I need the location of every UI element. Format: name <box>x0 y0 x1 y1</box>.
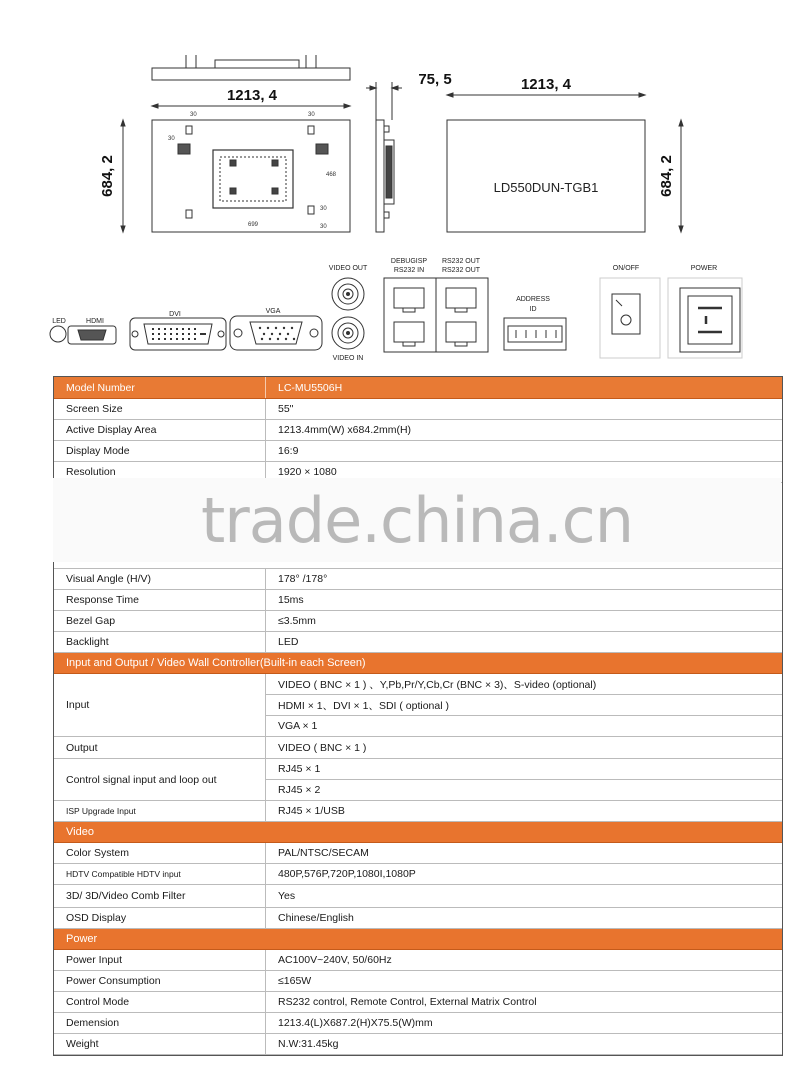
dvi-label: DVI <box>169 311 181 318</box>
vga-label: VGA <box>265 308 281 315</box>
address-label: ADDRESS <box>516 296 550 303</box>
video-in-label: VIDEO IN <box>332 355 364 362</box>
section-video <box>54 822 782 843</box>
spec-row <box>54 420 782 441</box>
dvi-port-icon <box>130 318 226 350</box>
dim-468: 468 <box>326 172 337 178</box>
spec-value: LED <box>278 636 299 648</box>
video-label: OSD Display <box>54 908 266 928</box>
video-value: Chinese/English <box>278 912 354 924</box>
power-value: ≤165W <box>278 975 312 987</box>
control-signal-label: Control signal input and loop out <box>54 759 266 800</box>
model-number-row <box>54 377 782 399</box>
power-label: Demension <box>54 1013 266 1033</box>
spec-label: Bezel Gap <box>54 611 266 631</box>
on-off-label: ON/OFF <box>612 265 640 272</box>
width-label-back: 1213, 4 <box>520 76 572 93</box>
back-view <box>447 120 645 232</box>
power-label: POWER <box>690 265 718 272</box>
output-value: VIDEO ( BNC × 1 ) <box>278 741 367 754</box>
power-value: RS232 control, Remote Control, External Matrix Control <box>278 996 537 1008</box>
width-dimension-back <box>447 93 645 97</box>
spec-label: Visual Angle (H/V) <box>54 569 266 589</box>
height-label-front: 684, 2 <box>99 155 116 197</box>
section-video-title: Video <box>66 826 94 838</box>
power-label: Power Consumption <box>54 971 266 991</box>
video-label: HDTV Compatible HDTV input <box>54 864 266 884</box>
spec-label: Resolution <box>54 462 266 482</box>
control-value-1: RJ45 × 1 <box>266 759 782 780</box>
panel-model-label: LD550DUN-TGB1 <box>493 180 599 195</box>
vga-port-icon <box>230 316 322 350</box>
input-value-1: VIDEO ( BNC × 1 ) 、Y,Pb,Pr/Y,Cb,Cr (BNC × 3)、S-video (optional) <box>266 674 782 695</box>
output-label: Output <box>54 737 266 758</box>
input-row <box>54 674 782 737</box>
video-row <box>54 864 782 885</box>
dim-30-c: 30 <box>168 136 175 142</box>
spec-row <box>54 441 782 462</box>
input-label: Input <box>54 674 266 736</box>
debugisp-label: DEBUGISP <box>390 258 428 265</box>
rs232-out-label-2: RS232 OUT <box>441 267 481 274</box>
height-dimension-front <box>121 120 125 232</box>
front-view <box>152 120 350 232</box>
control-signal-row <box>54 759 782 801</box>
power-value: 1213.4(L)X687.2(H)X75.5(W)mm <box>278 1017 433 1029</box>
spec-value: 15ms <box>278 594 304 606</box>
power-label: Power Input <box>54 950 266 970</box>
top-view <box>152 55 350 80</box>
power-row <box>54 1034 782 1055</box>
spec-row <box>54 632 782 653</box>
spec-value: 1920 × 1080 <box>278 466 337 478</box>
spec-label: Screen Size <box>54 399 266 419</box>
video-value: 480P,576P,720P,1080I,1080P <box>278 868 416 880</box>
spec-row <box>54 569 782 590</box>
watermark <box>53 478 781 562</box>
width-dimension-front <box>152 104 350 108</box>
power-row <box>54 992 782 1013</box>
hdmi-label: HDMI <box>86 318 104 325</box>
power-row <box>54 950 782 971</box>
video-label: Color System <box>54 843 266 863</box>
spec-value: 178° /178° <box>278 573 328 585</box>
section-power <box>54 929 782 950</box>
spec-row <box>54 399 782 420</box>
input-value-2: HDMI × 1、DVI × 1、SDI ( optional ) <box>266 695 782 716</box>
output-row <box>54 737 782 759</box>
led-label: LED <box>52 318 66 325</box>
isp-value: RJ45 × 1/USB <box>278 805 345 817</box>
input-value-3: VGA × 1 <box>278 720 318 732</box>
rj45-ports-icon <box>384 278 488 352</box>
power-label: Weight <box>54 1034 266 1054</box>
control-value-2: RJ45 × 2 <box>278 784 321 796</box>
video-row <box>54 908 782 929</box>
spec-label: Response Time <box>54 590 266 610</box>
model-number-value: LC-MU5506H <box>278 381 343 394</box>
isp-label: ISP Upgrade Input <box>54 801 266 821</box>
spec-value: 1213.4mm(W) x684.2mm(H) <box>278 424 412 436</box>
video-label: 3D/ 3D/Video Comb Filter <box>54 885 266 907</box>
ports-panel <box>0 250 800 365</box>
led-port-icon <box>50 326 66 342</box>
dim-30-b: 30 <box>308 112 315 118</box>
depth-dimension <box>366 82 402 120</box>
dimension-drawing <box>0 0 800 250</box>
dim-699: 699 <box>248 222 259 228</box>
spec-label: Active Display Area <box>54 420 266 440</box>
video-value: Yes <box>278 890 296 902</box>
spec-row <box>54 590 782 611</box>
power-label: Control Mode <box>54 992 266 1012</box>
side-view <box>376 120 394 232</box>
video-row <box>54 885 782 908</box>
spec-label: Backlight <box>54 632 266 652</box>
power-row <box>54 1013 782 1034</box>
video-out-label: VIDEO OUT <box>328 265 368 272</box>
bnc-video-out-icon <box>332 278 364 310</box>
video-value: PAL/NTSC/SECAM <box>278 847 369 859</box>
rs232-out-label-1: RS232 OUT <box>441 258 481 265</box>
height-label-back: 684, 2 <box>658 155 675 197</box>
spec-value: 55" <box>278 403 294 415</box>
power-value: AC100V~240V, 50/60Hz <box>278 954 392 966</box>
isp-row <box>54 801 782 822</box>
address-dip-switch-icon <box>504 318 566 350</box>
dim-30-d: 30 <box>320 206 327 212</box>
spec-row <box>54 611 782 632</box>
depth-label: 75, 5 <box>418 71 452 88</box>
power-socket-icon <box>668 278 742 358</box>
section-io <box>54 653 782 674</box>
watermark-text: trade.china.cn <box>201 483 633 557</box>
video-row <box>54 843 782 864</box>
section-power-title: Power <box>66 933 98 945</box>
bnc-video-in-icon <box>332 317 364 349</box>
dim-30-e: 30 <box>320 224 327 230</box>
model-number-label: Model Number <box>54 377 266 398</box>
power-switch-icon <box>600 278 660 358</box>
id-label: ID <box>529 306 537 313</box>
dim-30-a: 30 <box>190 112 197 118</box>
power-value: N.W:31.45kg <box>278 1038 339 1050</box>
height-dimension-back <box>679 120 683 232</box>
section-io-title: Input and Output / Video Wall Controller(Built-in each Screen) <box>66 657 366 669</box>
spec-value: ≤3.5mm <box>278 615 316 627</box>
power-row <box>54 971 782 992</box>
width-label-front: 1213, 4 <box>226 87 278 104</box>
rs232-in-label: RS232 IN <box>393 267 425 274</box>
spec-label: Display Mode <box>54 441 266 461</box>
spec-value: 16:9 <box>278 445 299 457</box>
